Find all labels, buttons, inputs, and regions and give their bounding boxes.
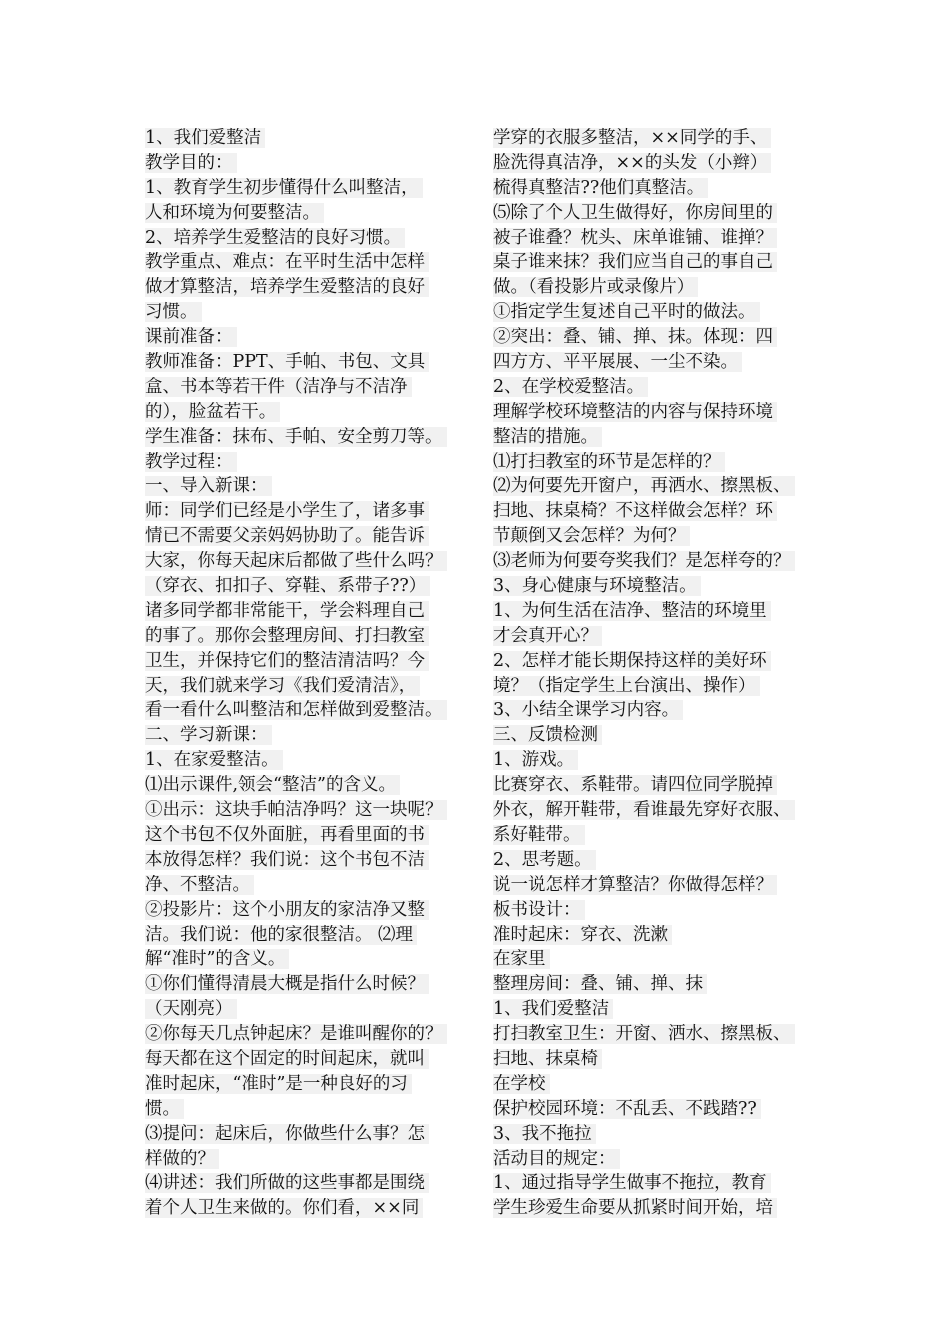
left-text-column — [145, 126, 477, 1221]
left-column-line-text: 这个书包不仅外面脏，再看里面的书 — [145, 825, 429, 845]
left-column-line-text: 的事了。那你会整理房间、打扫教室 — [145, 626, 429, 646]
right-column-line-text: 2、怎样才能长期保持这样的美好环 — [493, 651, 771, 671]
right-column-line-text: 1、通过指导学生做事不拖拉，教育 — [493, 1173, 771, 1193]
right-column-line — [493, 151, 828, 176]
right-column-line — [493, 798, 828, 823]
left-column-line-text: 大家，你每天起床后都做了些什么吗？ — [145, 551, 447, 571]
left-column-line-text: 诸多同学都非常能干，学会料理自己 — [145, 601, 429, 621]
right-column-line — [493, 748, 828, 773]
right-column-line — [493, 524, 828, 549]
left-column-line-text: ②你每天几点钟起床？是谁叫醒你的？ — [145, 1024, 447, 1044]
left-column-line-text: 卫生，并保持它们的整洁清洁吗？今 — [145, 651, 429, 671]
left-column-line — [145, 923, 477, 948]
left-column-line-text: 准时起床，“准时”是一种良好的习 — [145, 1074, 412, 1094]
right-column-line — [493, 1047, 828, 1072]
right-column-line-text: ⑵为何要先开窗户，再洒水、擦黑板、 — [493, 476, 795, 496]
left-column-line-text: 1、在家爱整洁。 — [145, 750, 283, 770]
left-column-line — [145, 126, 477, 151]
right-column-line — [493, 549, 828, 574]
left-column-line — [145, 275, 477, 300]
right-column-line — [493, 823, 828, 848]
right-column-line — [493, 425, 828, 450]
left-column-line-text: 课前准备： — [145, 327, 237, 347]
right-column-line — [493, 400, 828, 425]
right-column-line-text: 学穿的衣服多整洁，××同学的手、 — [493, 128, 771, 148]
left-column-line — [145, 350, 477, 375]
left-column-line-text: 样做的？ — [145, 1149, 219, 1169]
right-column-line-text: ⑴打扫教室的环节是怎样的？ — [493, 452, 725, 472]
left-column-line-text: 1、教育学生初步懂得什么叫整洁， — [145, 178, 423, 198]
left-column-line-text: 情已不需要父亲妈妈协助了。能告诉 — [145, 526, 429, 546]
left-column-line — [145, 1171, 477, 1196]
left-column-line — [145, 574, 477, 599]
right-column-line-text: 准时起床：穿衣、洗漱 — [493, 925, 672, 945]
left-column-line — [145, 848, 477, 873]
right-column-line — [493, 226, 828, 251]
right-column-line-text: 比赛穿衣、系鞋带。请四位同学脱掉 — [493, 775, 777, 795]
right-column-line — [493, 375, 828, 400]
right-column-line-text: 境？（指定学生上台演出、操作） — [493, 676, 760, 696]
right-column-line — [493, 1122, 828, 1147]
left-column-line-text: 做才算整洁，培养学生爱整洁的良好 — [145, 277, 429, 297]
right-column-line-text: 1、我们爱整洁 — [493, 999, 613, 1019]
left-column-line — [145, 773, 477, 798]
right-column-line — [493, 649, 828, 674]
left-column-line-text: 教学目的： — [145, 153, 237, 173]
right-column-line — [493, 674, 828, 699]
right-column-line-text: ②突出：叠、铺、掸、抹。体现：四 — [493, 327, 777, 347]
left-column-line-text: 学生准备：抹布、手帕、安全剪刀等。 — [145, 427, 447, 447]
right-column-line-text: ①指定学生复述自己平时的做法。 — [493, 302, 760, 322]
left-column-line — [145, 823, 477, 848]
left-column-line — [145, 400, 477, 425]
left-column-line — [145, 1196, 477, 1221]
left-column-line-text: ⑶提问：起床后，你做些什么事？怎 — [145, 1124, 429, 1144]
right-column-line — [493, 848, 828, 873]
right-column-line-text: 保护校园环境：不乱丢、不践踏?? — [493, 1099, 761, 1119]
right-column-line — [493, 250, 828, 275]
right-column-line — [493, 126, 828, 151]
left-column-line — [145, 474, 477, 499]
left-column-line-text: 解“准时”的含义。 — [145, 949, 289, 969]
right-column-line — [493, 773, 828, 798]
right-column-line-text: 说一说怎样才算整洁？你做得怎样？ — [493, 875, 777, 895]
right-column-line — [493, 574, 828, 599]
left-column-line-text: 人和环境为何要整洁。 — [145, 203, 324, 223]
right-column-line — [493, 898, 828, 923]
right-column-line-text: 做。（看投影片或录像片） — [493, 277, 698, 297]
left-column-line — [145, 748, 477, 773]
left-column-line — [145, 499, 477, 524]
right-column-line-text: 1、游戏。 — [493, 750, 578, 770]
right-column-line — [493, 450, 828, 475]
right-column-line — [493, 723, 828, 748]
right-text-column — [493, 126, 828, 1221]
left-column-line — [145, 599, 477, 624]
left-column-line — [145, 226, 477, 251]
left-column-line-text: ②投影片：这个小朋友的家洁净又整 — [145, 900, 429, 920]
left-column-line-text: 天，我们就来学习《我们爱清洁》， — [145, 676, 420, 696]
right-column-line-text: 理解学校环境整洁的内容与保持环境 — [493, 402, 777, 422]
left-column-line — [145, 1072, 477, 1097]
left-column-line-text: 1、我们爱整洁 — [145, 128, 265, 148]
left-column-line — [145, 972, 477, 997]
left-column-line — [145, 250, 477, 275]
left-column-line — [145, 1122, 477, 1147]
right-column-line — [493, 997, 828, 1022]
left-column-line-text: 着个人卫生来做的。你们看，××同 — [145, 1198, 423, 1218]
right-column-line — [493, 1072, 828, 1097]
right-column-line-text: 系好鞋带。 — [493, 825, 585, 845]
right-column-line — [493, 176, 828, 201]
left-column-line-text: 看一看什么叫整洁和怎样做到爱整洁。 — [145, 700, 447, 720]
left-column-line-text: ⑷讲述：我们所做的这些事都是围绕 — [145, 1173, 429, 1193]
left-column-line — [145, 176, 477, 201]
right-column-line-text: 外衣，解开鞋带，看谁最先穿好衣服、 — [493, 800, 795, 820]
left-column-line-text: 习惯。 — [145, 302, 202, 322]
right-column-line-text: 桌子谁来抹？我们应当自己的事自己 — [493, 252, 777, 272]
right-column-line-text: 1、为何生活在洁净、整洁的环境里 — [493, 601, 771, 621]
left-column-line — [145, 201, 477, 226]
left-column-line — [145, 723, 477, 748]
left-column-line — [145, 798, 477, 823]
right-column-line-text: ⑸除了个人卫生做得好，你房间里的 — [493, 203, 777, 223]
left-column-line-text: ①出示：这块手帕洁净吗？这一块呢？ — [145, 800, 447, 820]
right-column-line — [493, 624, 828, 649]
left-column-line-text: 师：同学们已经是小学生了，诸多事 — [145, 501, 429, 521]
left-column-line-text: 一、导入新课： — [145, 476, 272, 496]
left-column-line — [145, 898, 477, 923]
right-column-line — [493, 1022, 828, 1047]
right-column-line — [493, 300, 828, 325]
left-column-line — [145, 674, 477, 699]
left-column-line — [145, 873, 477, 898]
left-column-line — [145, 698, 477, 723]
left-column-line — [145, 524, 477, 549]
right-column-line — [493, 873, 828, 898]
right-column-line — [493, 698, 828, 723]
left-column-line-text: 教学过程： — [145, 452, 237, 472]
right-column-line-text: 学生珍爱生命要从抓紧时间开始，培 — [493, 1198, 777, 1218]
right-column-line — [493, 1171, 828, 1196]
right-column-line — [493, 1196, 828, 1221]
left-column-line — [145, 1097, 477, 1122]
left-column-line — [145, 450, 477, 475]
left-column-line-text: 本放得怎样？我们说：这个书包不洁 — [145, 850, 429, 870]
left-column-line — [145, 1047, 477, 1072]
right-column-line-text: 四方方、平平展展、一尘不染。 — [493, 352, 742, 372]
left-column-line-text: 惯。 — [145, 1099, 184, 1119]
right-column-line-text: 3、身心健康与环境整洁。 — [493, 576, 701, 596]
left-column-line-text: 每天都在这个固定的时间起床，就叫 — [145, 1049, 429, 1069]
right-column-line-text: 扫地、抹桌椅 — [493, 1049, 602, 1069]
left-column-line — [145, 624, 477, 649]
left-column-line-text: 洁。我们说：他的家很整洁。 ⑵理 — [145, 925, 417, 945]
right-column-line-text: 梳得真整洁??他们真整洁。 — [493, 178, 708, 198]
right-column-line — [493, 474, 828, 499]
left-column-line-text: 教学重点、难点：在平时生活中怎样 — [145, 252, 429, 272]
right-column-line-text: 在家里 — [493, 949, 550, 969]
left-column-line-text: （穿衣、扣扣子、穿鞋、系带子??） — [145, 576, 430, 596]
right-column-line-text: 2、在学校爱整洁。 — [493, 377, 648, 397]
right-column-line-text: 3、我不拖拉 — [493, 1124, 596, 1144]
right-column-line — [493, 325, 828, 350]
left-column-line — [145, 649, 477, 674]
right-column-line — [493, 972, 828, 997]
right-column-line-text: 活动目的规定： — [493, 1149, 620, 1169]
right-column-line-text: 脸洗得真洁净，××的头发（小辫） — [493, 153, 771, 173]
right-column-line — [493, 923, 828, 948]
right-column-line-text: 三、反馈检测 — [493, 725, 602, 745]
right-column-line-text: 扫地、抹桌椅？不这样做会怎样？环 — [493, 501, 777, 521]
right-column-line-text: 整洁的措施。 — [493, 427, 602, 447]
right-column-line — [493, 499, 828, 524]
right-column-line — [493, 599, 828, 624]
right-column-line-text: 2、思考题。 — [493, 850, 596, 870]
left-column-line — [145, 151, 477, 176]
left-column-line-text: 净、不整洁。 — [145, 875, 254, 895]
left-column-line — [145, 375, 477, 400]
right-column-line-text: 板书设计： — [493, 900, 585, 920]
left-column-line-text: 的），脸盆若干。 — [145, 402, 280, 422]
left-column-line-text: ⑴出示课件,领会“整洁”的含义。 — [145, 775, 400, 795]
right-column-line-text: 被子谁叠？枕头、床单谁铺、谁掸？ — [493, 228, 777, 248]
right-column-line-text: 整理房间：叠、铺、掸、抹 — [493, 974, 707, 994]
left-column-line — [145, 300, 477, 325]
right-column-line-text: 才会真开心？ — [493, 626, 602, 646]
left-column-line-text: （天刚亮） — [145, 999, 237, 1019]
right-column-line-text: ⑶老师为何要夸奖我们？是怎样夸的？ — [493, 551, 795, 571]
left-column-line-text: 教师准备：PPT、手帕、书包、文具 — [145, 352, 429, 372]
left-column-line — [145, 1022, 477, 1047]
left-column-line-text: 2、培养学生爱整洁的良好习惯。 — [145, 228, 405, 248]
left-column-line — [145, 997, 477, 1022]
right-column-line — [493, 1147, 828, 1172]
right-column-line — [493, 201, 828, 226]
left-column-line-text: 盒、书本等若干件（洁净与不洁净 — [145, 377, 412, 397]
right-column-line-text: 3、小结全课学习内容。 — [493, 700, 683, 720]
left-column-line — [145, 325, 477, 350]
right-column-line-text: 节颠倒又会怎样？为何？ — [493, 526, 690, 546]
right-column-line-text: 在学校 — [493, 1074, 550, 1094]
left-column-line-text: ①你们懂得清晨大概是指什么时候？ — [145, 974, 429, 994]
right-column-line — [493, 1097, 828, 1122]
left-column-line — [145, 549, 477, 574]
right-column-line — [493, 275, 828, 300]
right-column-line — [493, 947, 828, 972]
left-column-line — [145, 425, 477, 450]
left-column-line — [145, 1147, 477, 1172]
right-column-line — [493, 350, 828, 375]
left-column-line — [145, 947, 477, 972]
left-column-line-text: 二、学习新课： — [145, 725, 272, 745]
right-column-line-text: 打扫教室卫生：开窗、洒水、擦黑板、 — [493, 1024, 795, 1044]
